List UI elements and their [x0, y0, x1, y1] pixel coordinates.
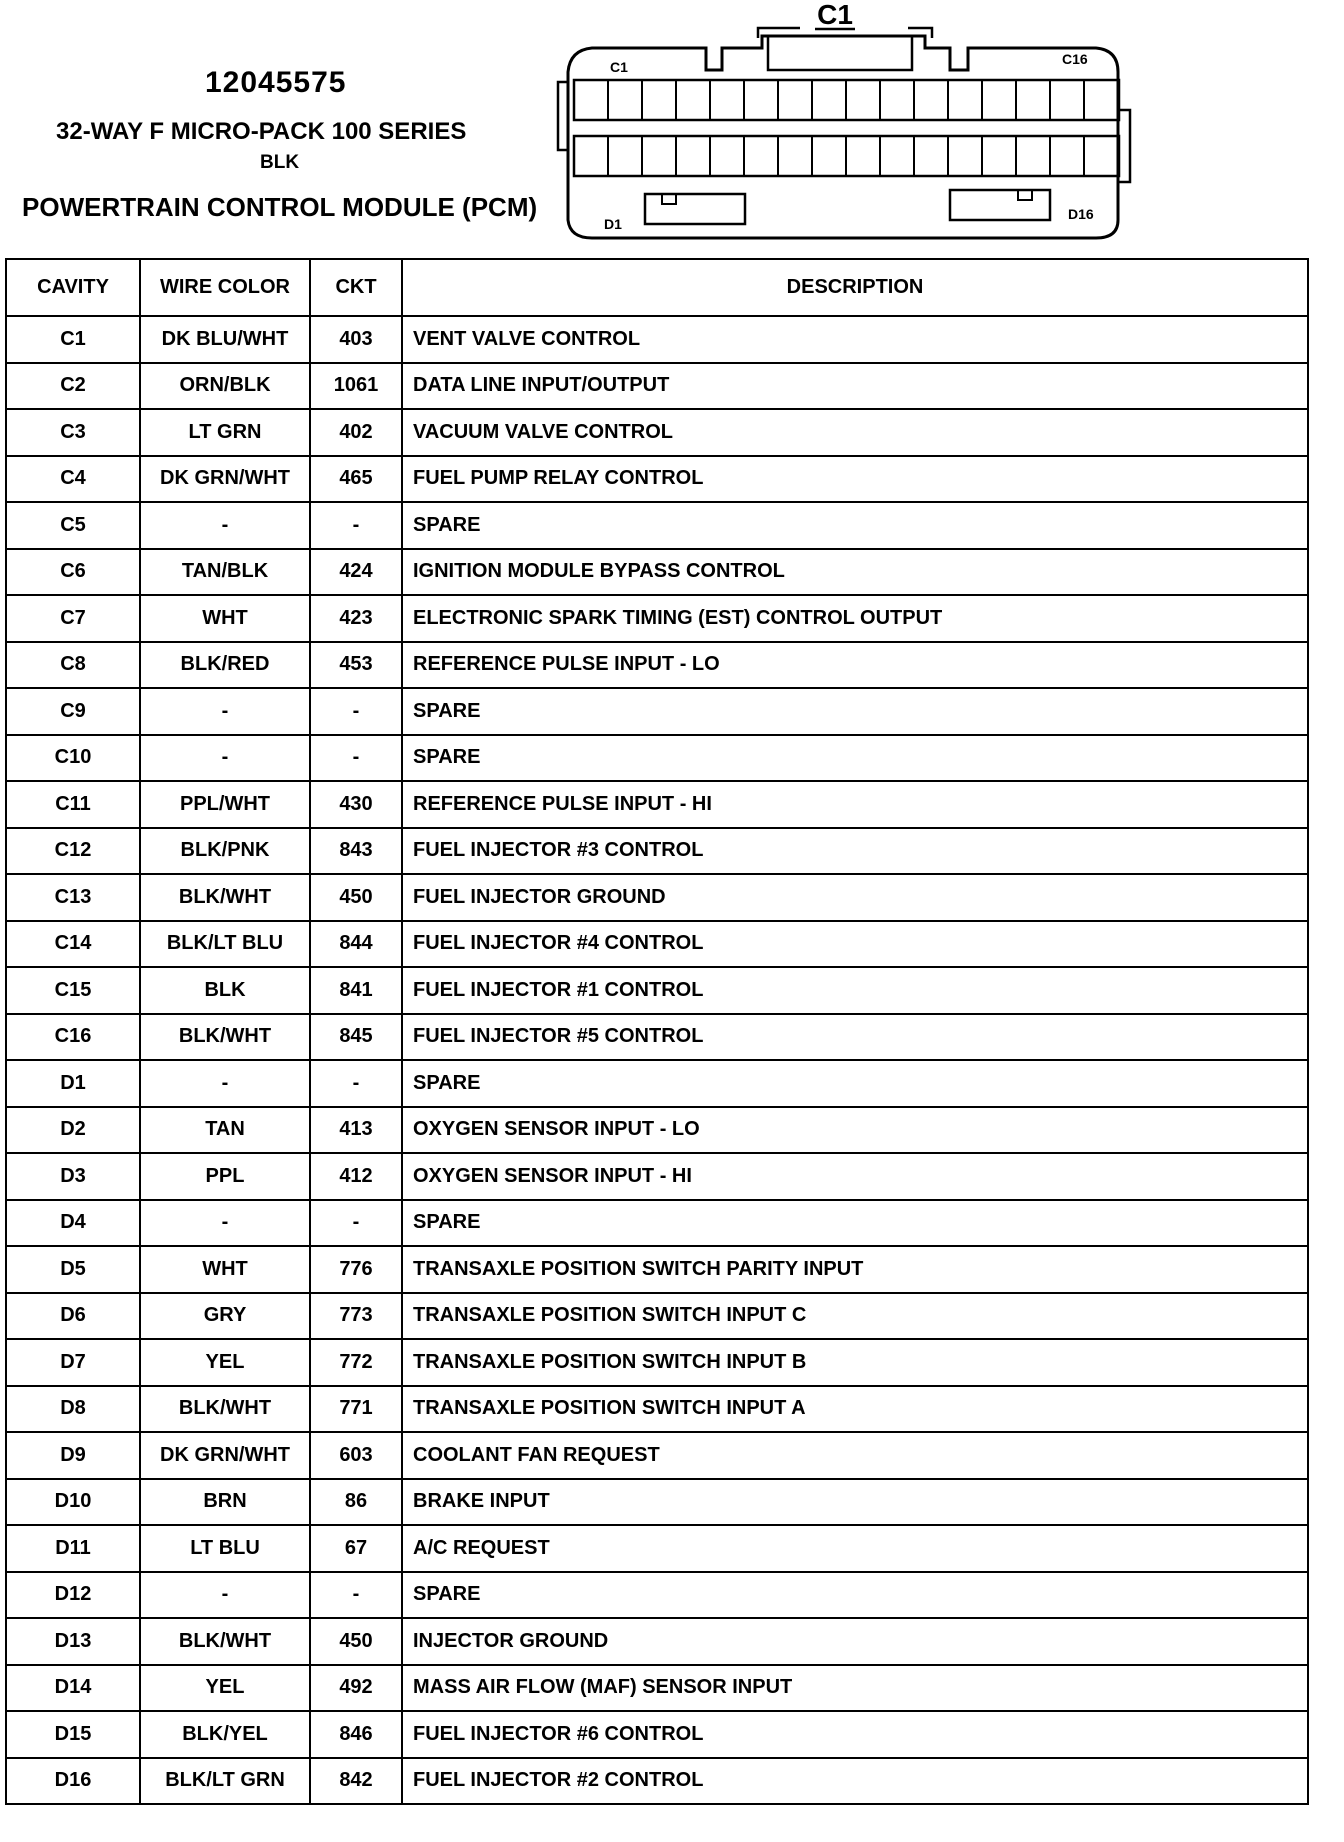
cell-cavity: C15 [6, 967, 140, 1014]
cell-wire-color: WHT [140, 1246, 310, 1293]
cell-ckt: 492 [310, 1665, 402, 1712]
table-row [6, 967, 1308, 1014]
column-header-cavity: CAVITY [6, 259, 140, 316]
cell-wire-color: ORN/BLK [140, 363, 310, 410]
table-row [6, 1665, 1308, 1712]
cell-ckt: 841 [310, 967, 402, 1014]
cell-description: TRANSAXLE POSITION SWITCH INPUT B [402, 1339, 1308, 1386]
column-header-description: DESCRIPTION [402, 259, 1308, 316]
cell-wire-color: LT GRN [140, 409, 310, 456]
cell-wire-color: YEL [140, 1665, 310, 1712]
table-row [6, 688, 1308, 735]
cell-ckt: 413 [310, 1107, 402, 1154]
label-c1: C1 [610, 59, 628, 75]
cell-description: FUEL INJECTOR #2 CONTROL [402, 1758, 1308, 1805]
cell-ckt: - [310, 1060, 402, 1107]
connector-diagram [540, 0, 1150, 250]
table-row [6, 735, 1308, 782]
table-row [6, 1339, 1308, 1386]
cell-ckt: - [310, 502, 402, 549]
cell-description: FUEL INJECTOR #3 CONTROL [402, 828, 1308, 875]
pinout-table [5, 258, 1309, 1805]
cell-wire-color: BLK/LT BLU [140, 921, 310, 968]
cell-wire-color: BLK/WHT [140, 1014, 310, 1061]
cell-ckt: 67 [310, 1525, 402, 1572]
part-number: 12045575 [205, 66, 347, 99]
cell-cavity: C4 [6, 456, 140, 503]
cell-cavity: D15 [6, 1711, 140, 1758]
cell-description: REFERENCE PULSE INPUT - HI [402, 781, 1308, 828]
cell-description: FUEL PUMP RELAY CONTROL [402, 456, 1308, 503]
cell-cavity: D3 [6, 1153, 140, 1200]
cell-description: REFERENCE PULSE INPUT - LO [402, 642, 1308, 689]
connector-series: 32-WAY F MICRO-PACK 100 SERIES [56, 118, 467, 145]
cell-description: DATA LINE INPUT/OUTPUT [402, 363, 1308, 410]
label-c16: C16 [1062, 51, 1088, 67]
cell-wire-color: BLK [140, 967, 310, 1014]
cell-cavity: C7 [6, 595, 140, 642]
cell-wire-color: BRN [140, 1479, 310, 1526]
cell-cavity: C11 [6, 781, 140, 828]
cell-ckt: 842 [310, 1758, 402, 1805]
cell-cavity: D11 [6, 1525, 140, 1572]
table-row [6, 502, 1308, 549]
table-row [6, 1246, 1308, 1293]
cell-ckt: 846 [310, 1711, 402, 1758]
cell-cavity: D13 [6, 1618, 140, 1665]
cell-cavity: C6 [6, 549, 140, 596]
cell-wire-color: - [140, 1200, 310, 1247]
cell-wire-color: PPL [140, 1153, 310, 1200]
cell-wire-color: BLK/WHT [140, 1618, 310, 1665]
cell-cavity: C16 [6, 1014, 140, 1061]
cell-wire-color: TAN/BLK [140, 549, 310, 596]
cell-cavity: C1 [6, 316, 140, 363]
cell-description: SPARE [402, 1200, 1308, 1247]
cell-wire-color: DK BLU/WHT [140, 316, 310, 363]
cell-wire-color: TAN [140, 1107, 310, 1154]
cell-description: FUEL INJECTOR #6 CONTROL [402, 1711, 1308, 1758]
cell-ckt: 843 [310, 828, 402, 875]
cell-ckt: 776 [310, 1246, 402, 1293]
cell-description: SPARE [402, 1572, 1308, 1619]
cell-cavity: C13 [6, 874, 140, 921]
table-row [6, 1618, 1308, 1665]
table-header-row [6, 259, 1308, 316]
cell-ckt: 450 [310, 874, 402, 921]
cell-description: BRAKE INPUT [402, 1479, 1308, 1526]
cell-ckt: 430 [310, 781, 402, 828]
cell-cavity: C5 [6, 502, 140, 549]
cell-cavity: D16 [6, 1758, 140, 1805]
cell-description: INJECTOR GROUND [402, 1618, 1308, 1665]
cell-description: TRANSAXLE POSITION SWITCH PARITY INPUT [402, 1246, 1308, 1293]
cell-ckt: 845 [310, 1014, 402, 1061]
table-row [6, 595, 1308, 642]
cell-ckt: 424 [310, 549, 402, 596]
cell-wire-color: BLK/PNK [140, 828, 310, 875]
cell-wire-color: BLK/RED [140, 642, 310, 689]
table-row [6, 921, 1308, 968]
table-row [6, 1758, 1308, 1805]
cell-cavity: C9 [6, 688, 140, 735]
cell-description: ELECTRONIC SPARK TIMING (EST) CONTROL OUTPUT [402, 595, 1308, 642]
column-header-ckt: CKT [310, 259, 402, 316]
label-d16: D16 [1068, 206, 1094, 222]
cell-wire-color: GRY [140, 1293, 310, 1340]
table-row [6, 781, 1308, 828]
table-row [6, 409, 1308, 456]
cell-description: A/C REQUEST [402, 1525, 1308, 1572]
cell-wire-color: WHT [140, 595, 310, 642]
cell-description: FUEL INJECTOR #1 CONTROL [402, 967, 1308, 1014]
table-row [6, 642, 1308, 689]
cell-description: FUEL INJECTOR GROUND [402, 874, 1308, 921]
cell-description: COOLANT FAN REQUEST [402, 1432, 1308, 1479]
cell-description: FUEL INJECTOR #4 CONTROL [402, 921, 1308, 968]
cell-cavity: C3 [6, 409, 140, 456]
cell-ckt: 773 [310, 1293, 402, 1340]
cell-description: IGNITION MODULE BYPASS CONTROL [402, 549, 1308, 596]
table-row [6, 363, 1308, 410]
cell-wire-color: BLK/WHT [140, 874, 310, 921]
cell-description: TRANSAXLE POSITION SWITCH INPUT C [402, 1293, 1308, 1340]
cell-ckt: 844 [310, 921, 402, 968]
cell-description: SPARE [402, 735, 1308, 782]
cell-description: SPARE [402, 502, 1308, 549]
cell-description: SPARE [402, 688, 1308, 735]
cell-cavity: D14 [6, 1665, 140, 1712]
cell-wire-color: - [140, 735, 310, 782]
cell-cavity: D7 [6, 1339, 140, 1386]
column-header-wire-color: WIRE COLOR [140, 259, 310, 316]
cell-ckt: - [310, 735, 402, 782]
cell-wire-color: - [140, 1572, 310, 1619]
table-row [6, 1572, 1308, 1619]
cell-cavity: D10 [6, 1479, 140, 1526]
table-row [6, 1432, 1308, 1479]
cell-wire-color: BLK/WHT [140, 1386, 310, 1433]
cell-cavity: C10 [6, 735, 140, 782]
cell-ckt: 771 [310, 1386, 402, 1433]
cell-cavity: D6 [6, 1293, 140, 1340]
table-row [6, 1479, 1308, 1526]
cell-cavity: D12 [6, 1572, 140, 1619]
cell-wire-color: LT BLU [140, 1525, 310, 1572]
table-row [6, 316, 1308, 363]
table-row [6, 1060, 1308, 1107]
cell-cavity: D9 [6, 1432, 140, 1479]
cell-cavity: C8 [6, 642, 140, 689]
cell-ckt: 1061 [310, 363, 402, 410]
table-row [6, 1153, 1308, 1200]
cell-wire-color: - [140, 502, 310, 549]
cell-ckt: 453 [310, 642, 402, 689]
cell-cavity: C14 [6, 921, 140, 968]
cell-cavity: D8 [6, 1386, 140, 1433]
cell-description: OXYGEN SENSOR INPUT - HI [402, 1153, 1308, 1200]
cell-wire-color: BLK/LT GRN [140, 1758, 310, 1805]
cell-ckt: - [310, 1200, 402, 1247]
cell-ckt: 402 [310, 409, 402, 456]
cell-wire-color: YEL [140, 1339, 310, 1386]
cell-cavity: D4 [6, 1200, 140, 1247]
table-row [6, 828, 1308, 875]
cell-ckt: 465 [310, 456, 402, 503]
cell-description: VENT VALVE CONTROL [402, 316, 1308, 363]
table-row [6, 549, 1308, 596]
cell-ckt: 603 [310, 1432, 402, 1479]
cell-ckt: 403 [310, 316, 402, 363]
cell-wire-color: BLK/YEL [140, 1711, 310, 1758]
cell-cavity: D1 [6, 1060, 140, 1107]
connector-diagram-title: C1 [817, 0, 853, 30]
table-row [6, 1107, 1308, 1154]
cell-ckt: - [310, 688, 402, 735]
cell-ckt: 772 [310, 1339, 402, 1386]
cell-ckt: - [310, 1572, 402, 1619]
cell-ckt: 412 [310, 1153, 402, 1200]
table-row [6, 1014, 1308, 1061]
cell-wire-color: PPL/WHT [140, 781, 310, 828]
table-row [6, 456, 1308, 503]
module-name: POWERTRAIN CONTROL MODULE (PCM) [22, 192, 538, 222]
cell-description: SPARE [402, 1060, 1308, 1107]
cell-ckt: 423 [310, 595, 402, 642]
cell-description: TRANSAXLE POSITION SWITCH INPUT A [402, 1386, 1308, 1433]
cell-cavity: D2 [6, 1107, 140, 1154]
table-row [6, 1386, 1308, 1433]
table-row [6, 1711, 1308, 1758]
table-row [6, 1200, 1308, 1247]
cell-ckt: 86 [310, 1479, 402, 1526]
table-row [6, 1293, 1308, 1340]
cell-ckt: 450 [310, 1618, 402, 1665]
cell-description: FUEL INJECTOR #5 CONTROL [402, 1014, 1308, 1061]
table-row [6, 1525, 1308, 1572]
cell-cavity: C2 [6, 363, 140, 410]
connector-color: BLK [260, 152, 300, 173]
cell-wire-color: DK GRN/WHT [140, 1432, 310, 1479]
cell-cavity: D5 [6, 1246, 140, 1293]
cell-cavity: C12 [6, 828, 140, 875]
label-d1: D1 [604, 216, 622, 232]
cell-description: VACUUM VALVE CONTROL [402, 409, 1308, 456]
cell-description: MASS AIR FLOW (MAF) SENSOR INPUT [402, 1665, 1308, 1712]
cell-wire-color: - [140, 1060, 310, 1107]
cell-description: OXYGEN SENSOR INPUT - LO [402, 1107, 1308, 1154]
table-row [6, 874, 1308, 921]
cell-wire-color: DK GRN/WHT [140, 456, 310, 503]
cell-wire-color: - [140, 688, 310, 735]
